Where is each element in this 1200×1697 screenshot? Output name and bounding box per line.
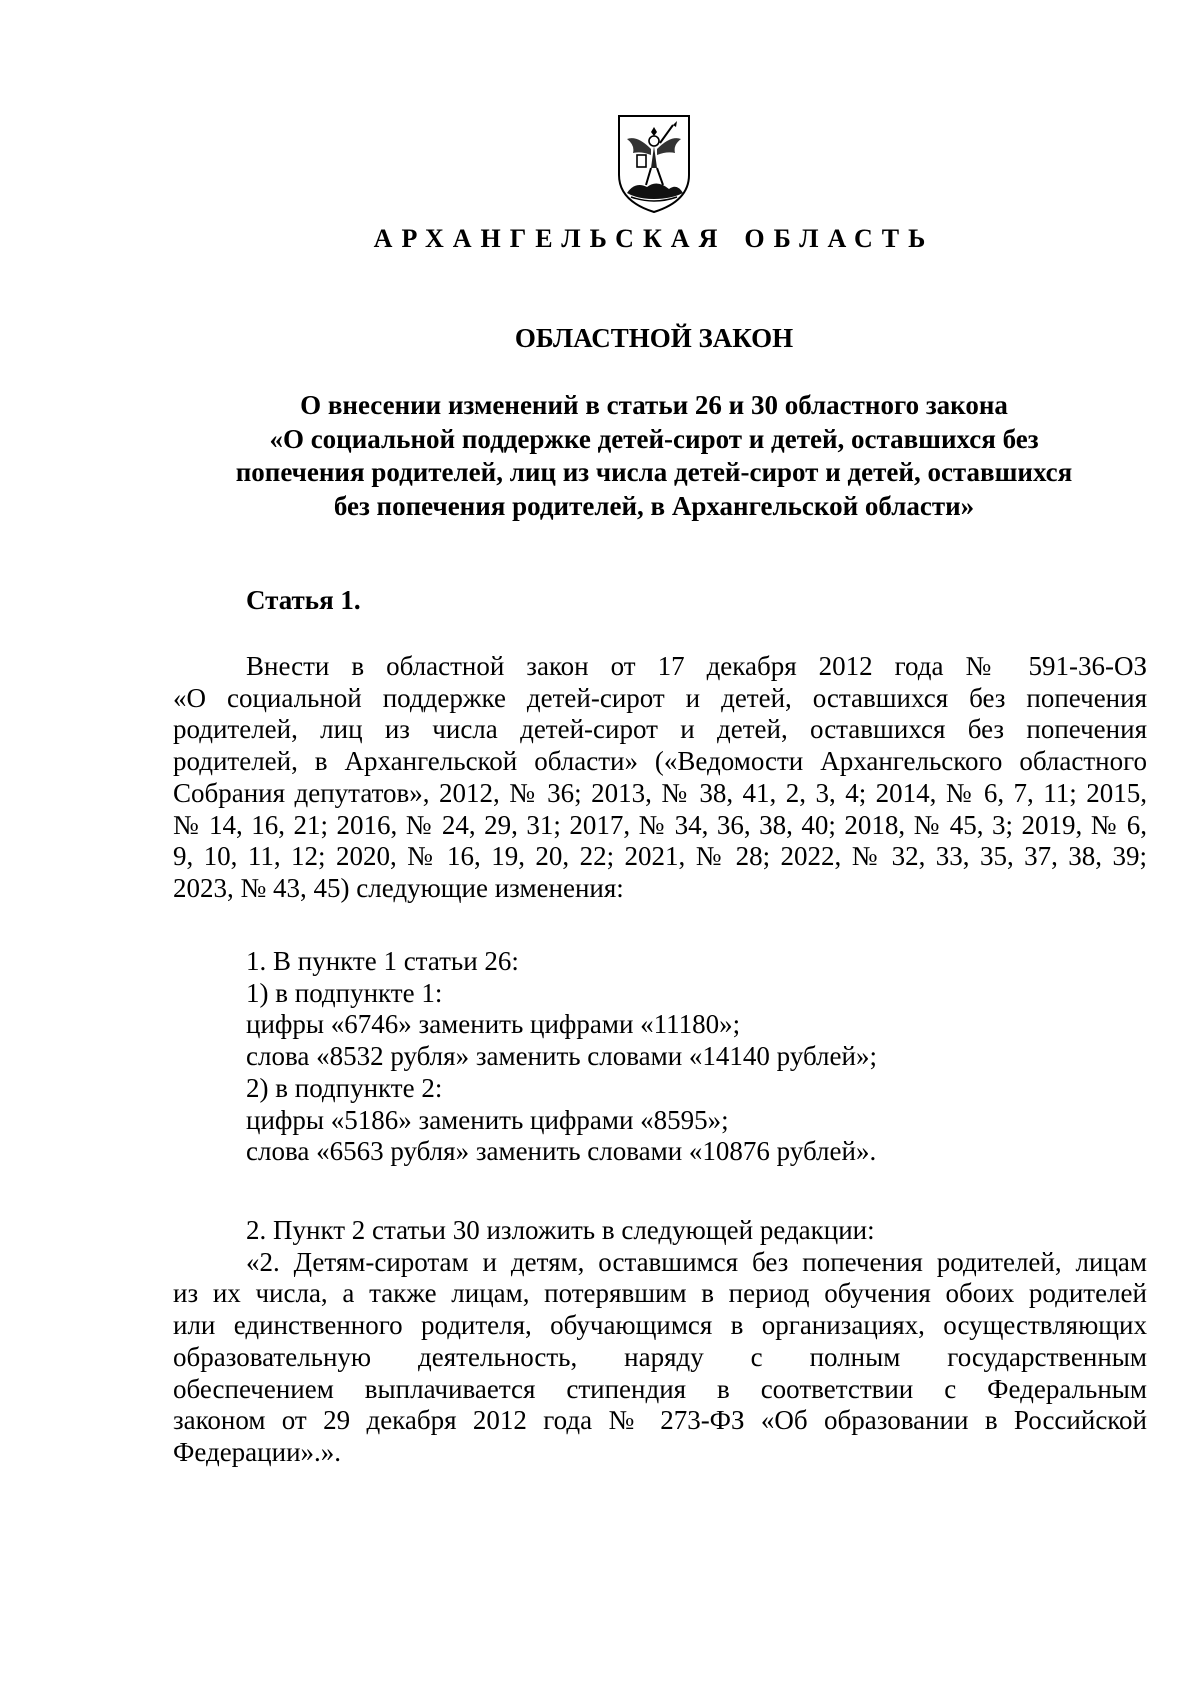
region-word-2: ОБЛАСТЬ <box>744 224 935 253</box>
paragraph-line: законом от 29 декабря 2012 года № 273-ФЗ «Об образовании в Российской <box>173 1405 1147 1436</box>
paragraph-line: «2. Детям-сиротам и детям, оставшимся без попечения родителей, лицам <box>246 1246 1147 1277</box>
paragraph-line: Федерации».». <box>173 1436 342 1467</box>
item-line: 1) в подпункте 1: <box>246 977 443 1008</box>
paragraph-line: образовательную деятельность, наряду с полным государственным <box>173 1341 1147 1372</box>
item-line: слова «6563 рубля» заменить словами «10876 рублей». <box>246 1136 877 1167</box>
item-line: 2) в подпункте 2: <box>246 1072 443 1103</box>
paragraph-line: Собрания депутатов», 2012, № 36; 2013, № 38, 41, 2, 3, 4; 2014, № 6, 7, 11; 2015, <box>173 777 1147 808</box>
item-line: 1. В пункте 1 статьи 26: <box>246 946 519 976</box>
paragraph-line: «О социальной поддержке детей-сирот и детей, оставшихся без попечения <box>173 682 1147 713</box>
region-word-1: АРХАНГЕЛЬСКАЯ <box>373 224 727 253</box>
item-heading: 2. Пункт 2 статьи 30 изложить в следующей редакции: <box>246 1215 875 1245</box>
paragraph-line: № 14, 16, 21; 2016, № 24, 29, 31; 2017, № 34, 36, 38, 40; 2018, № 45, 3; 2019, № 6, <box>173 809 1147 840</box>
law-title-line: О внесении изменений в статьи 26 и 30 областного закона <box>300 390 1008 420</box>
law-title-line: попечения родителей, лиц из числа детей-сирот и детей, оставшихся <box>235 457 1073 487</box>
paragraph-line: или единственного родителя, обучающимся в организациях, осуществляющих <box>173 1310 1147 1341</box>
law-title-line: без попечения родителей, в Архангельской области» <box>333 490 975 521</box>
amendment-item-2 <box>173 1215 1147 1469</box>
article-heading: Статья 1. <box>246 585 361 615</box>
paragraph-line: Внести в областной закон от 17 декабря 2012 года № 591-36-ОЗ <box>246 651 1147 681</box>
paragraph-line: 9, 10, 11, 12; 2020, № 16, 19, 20, 22; 2021, № 28; 2022, № 32, 33, 35, 37, 38, 39; <box>173 841 1147 872</box>
paragraph-line: 2023, № 43, 45) следующие изменения: <box>173 872 624 903</box>
paragraph-line: из их числа, а также лицам, потерявшим в период обучения обоих родителей <box>173 1278 1147 1309</box>
amendment-item-1 <box>246 946 1146 1168</box>
item-line: слова «8532 рубля» заменить словами «14140 рублей»; <box>246 1041 877 1072</box>
law-title-line: «О социальной поддержке детей-сирот и детей, оставшихся без <box>269 423 1039 454</box>
law-title <box>210 389 1098 523</box>
paragraph-line: обеспечением выплачивается стипендия в соответствии с Федеральным <box>173 1373 1147 1404</box>
paragraph-line: родителей, в Архангельской области» («Ведомости Архангельского областного <box>173 746 1147 777</box>
region-name <box>0 224 1200 254</box>
paragraph-line: родителей, лиц из числа детей-сирот и детей, оставшихся без попечения <box>173 714 1147 745</box>
law-type-heading: ОБЛАСТНОЙ ЗАКОН <box>514 323 794 353</box>
arkhangelsk-coat-of-arms-icon <box>613 113 695 215</box>
item-line: цифры «5186» заменить цифрами «8595»; <box>246 1104 729 1135</box>
item-line: цифры «6746» заменить цифрами «11180»; <box>246 1009 741 1040</box>
intro-paragraph <box>173 651 1147 905</box>
